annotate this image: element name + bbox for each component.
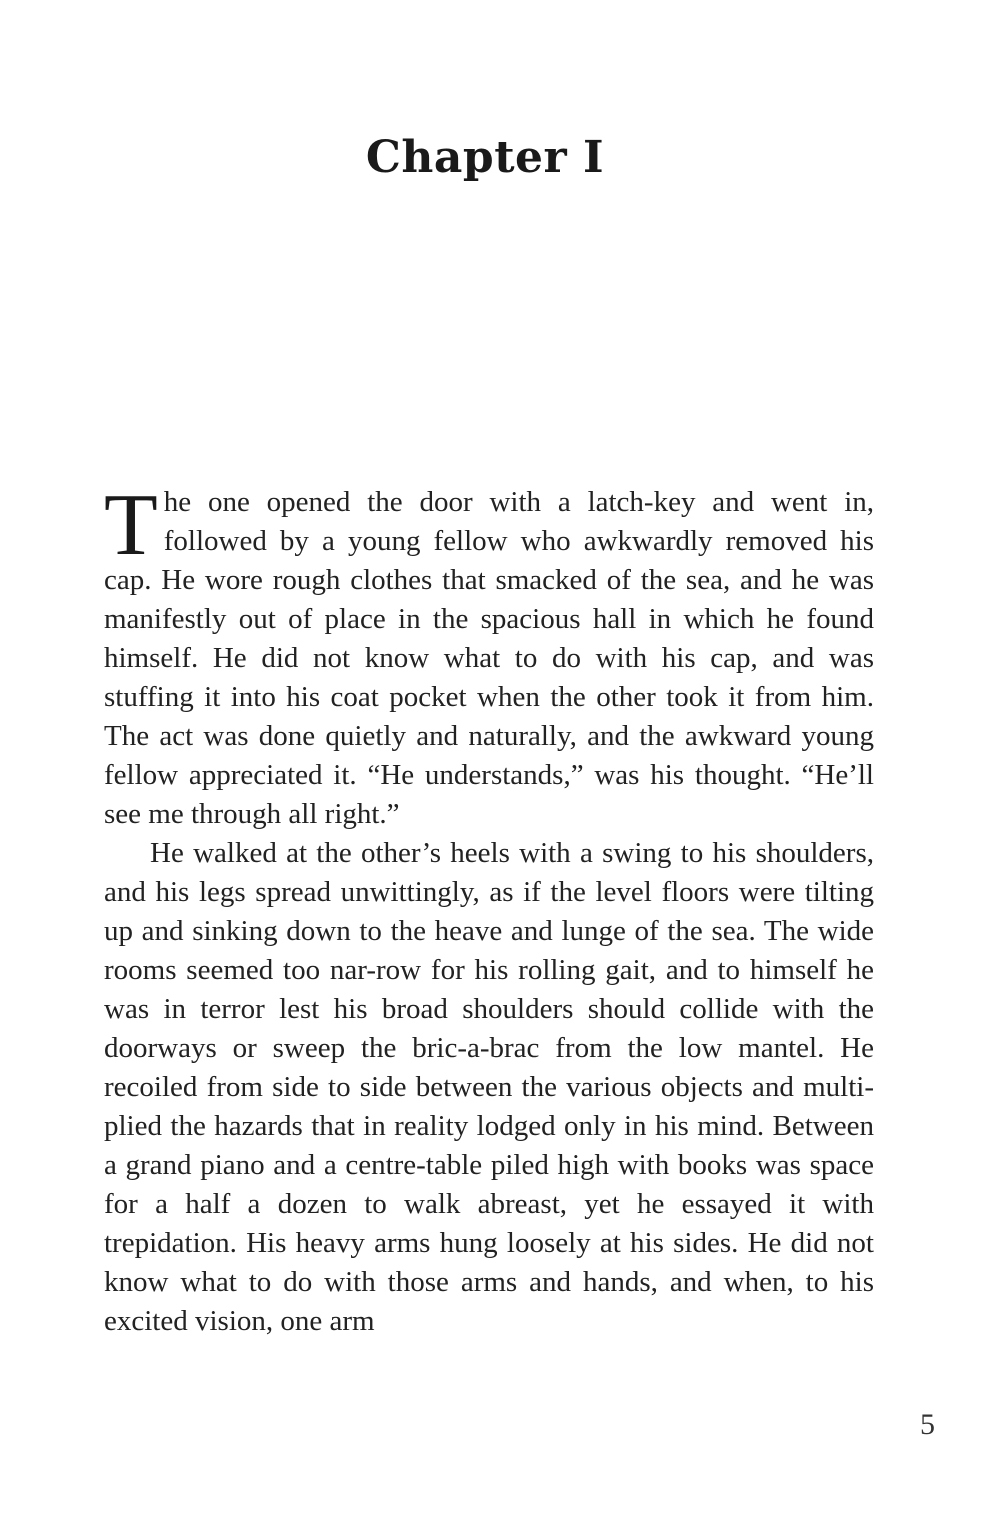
paragraph-1-text: he one opened the door with a latch-key and went in, followed by a young fellow who awkwardly removed his cap. He wore rough clothes that smacked of the sea, and he was manifestly out of place in the spacious hall in which he found himself. He did not know what to do with his cap, and was stuffing it into his coat pocket when the other took it from him. The act was done quietly and naturally, and the awkward young fellow appreciated it. “He understands,” was his thought. “He’ll see me through all right.” [104, 486, 874, 830]
page-number: 5 [920, 1408, 935, 1441]
chapter-body [104, 477, 874, 1341]
paragraph-1 [104, 477, 874, 834]
drop-cap: T [104, 477, 158, 574]
chapter-title: Chapter I [365, 132, 605, 183]
paragraph-2: He walked at the other’s heels with a swing to his shoulders, and his legs spread unwittingly, as if the level floors were tilting up and sinking down to the heave and lunge of the sea. The wide rooms seemed too nar-row for his rolling gait, and to himself he was in terror lest his broad shoulders should collide with the doorways or sweep the bric-a-brac from the low mantel. He recoiled from side to side between the various objects and multi-plied the hazards that in reality lodged only in his mind. Between a grand piano and a centre-table piled high with books was space for a half a dozen to walk abreast, yet he essayed it with trepidation. His heavy arms hung loosely at his sides. He did not know what to do with those arms and hands, and when, to his excited vision, one arm [104, 837, 874, 1337]
